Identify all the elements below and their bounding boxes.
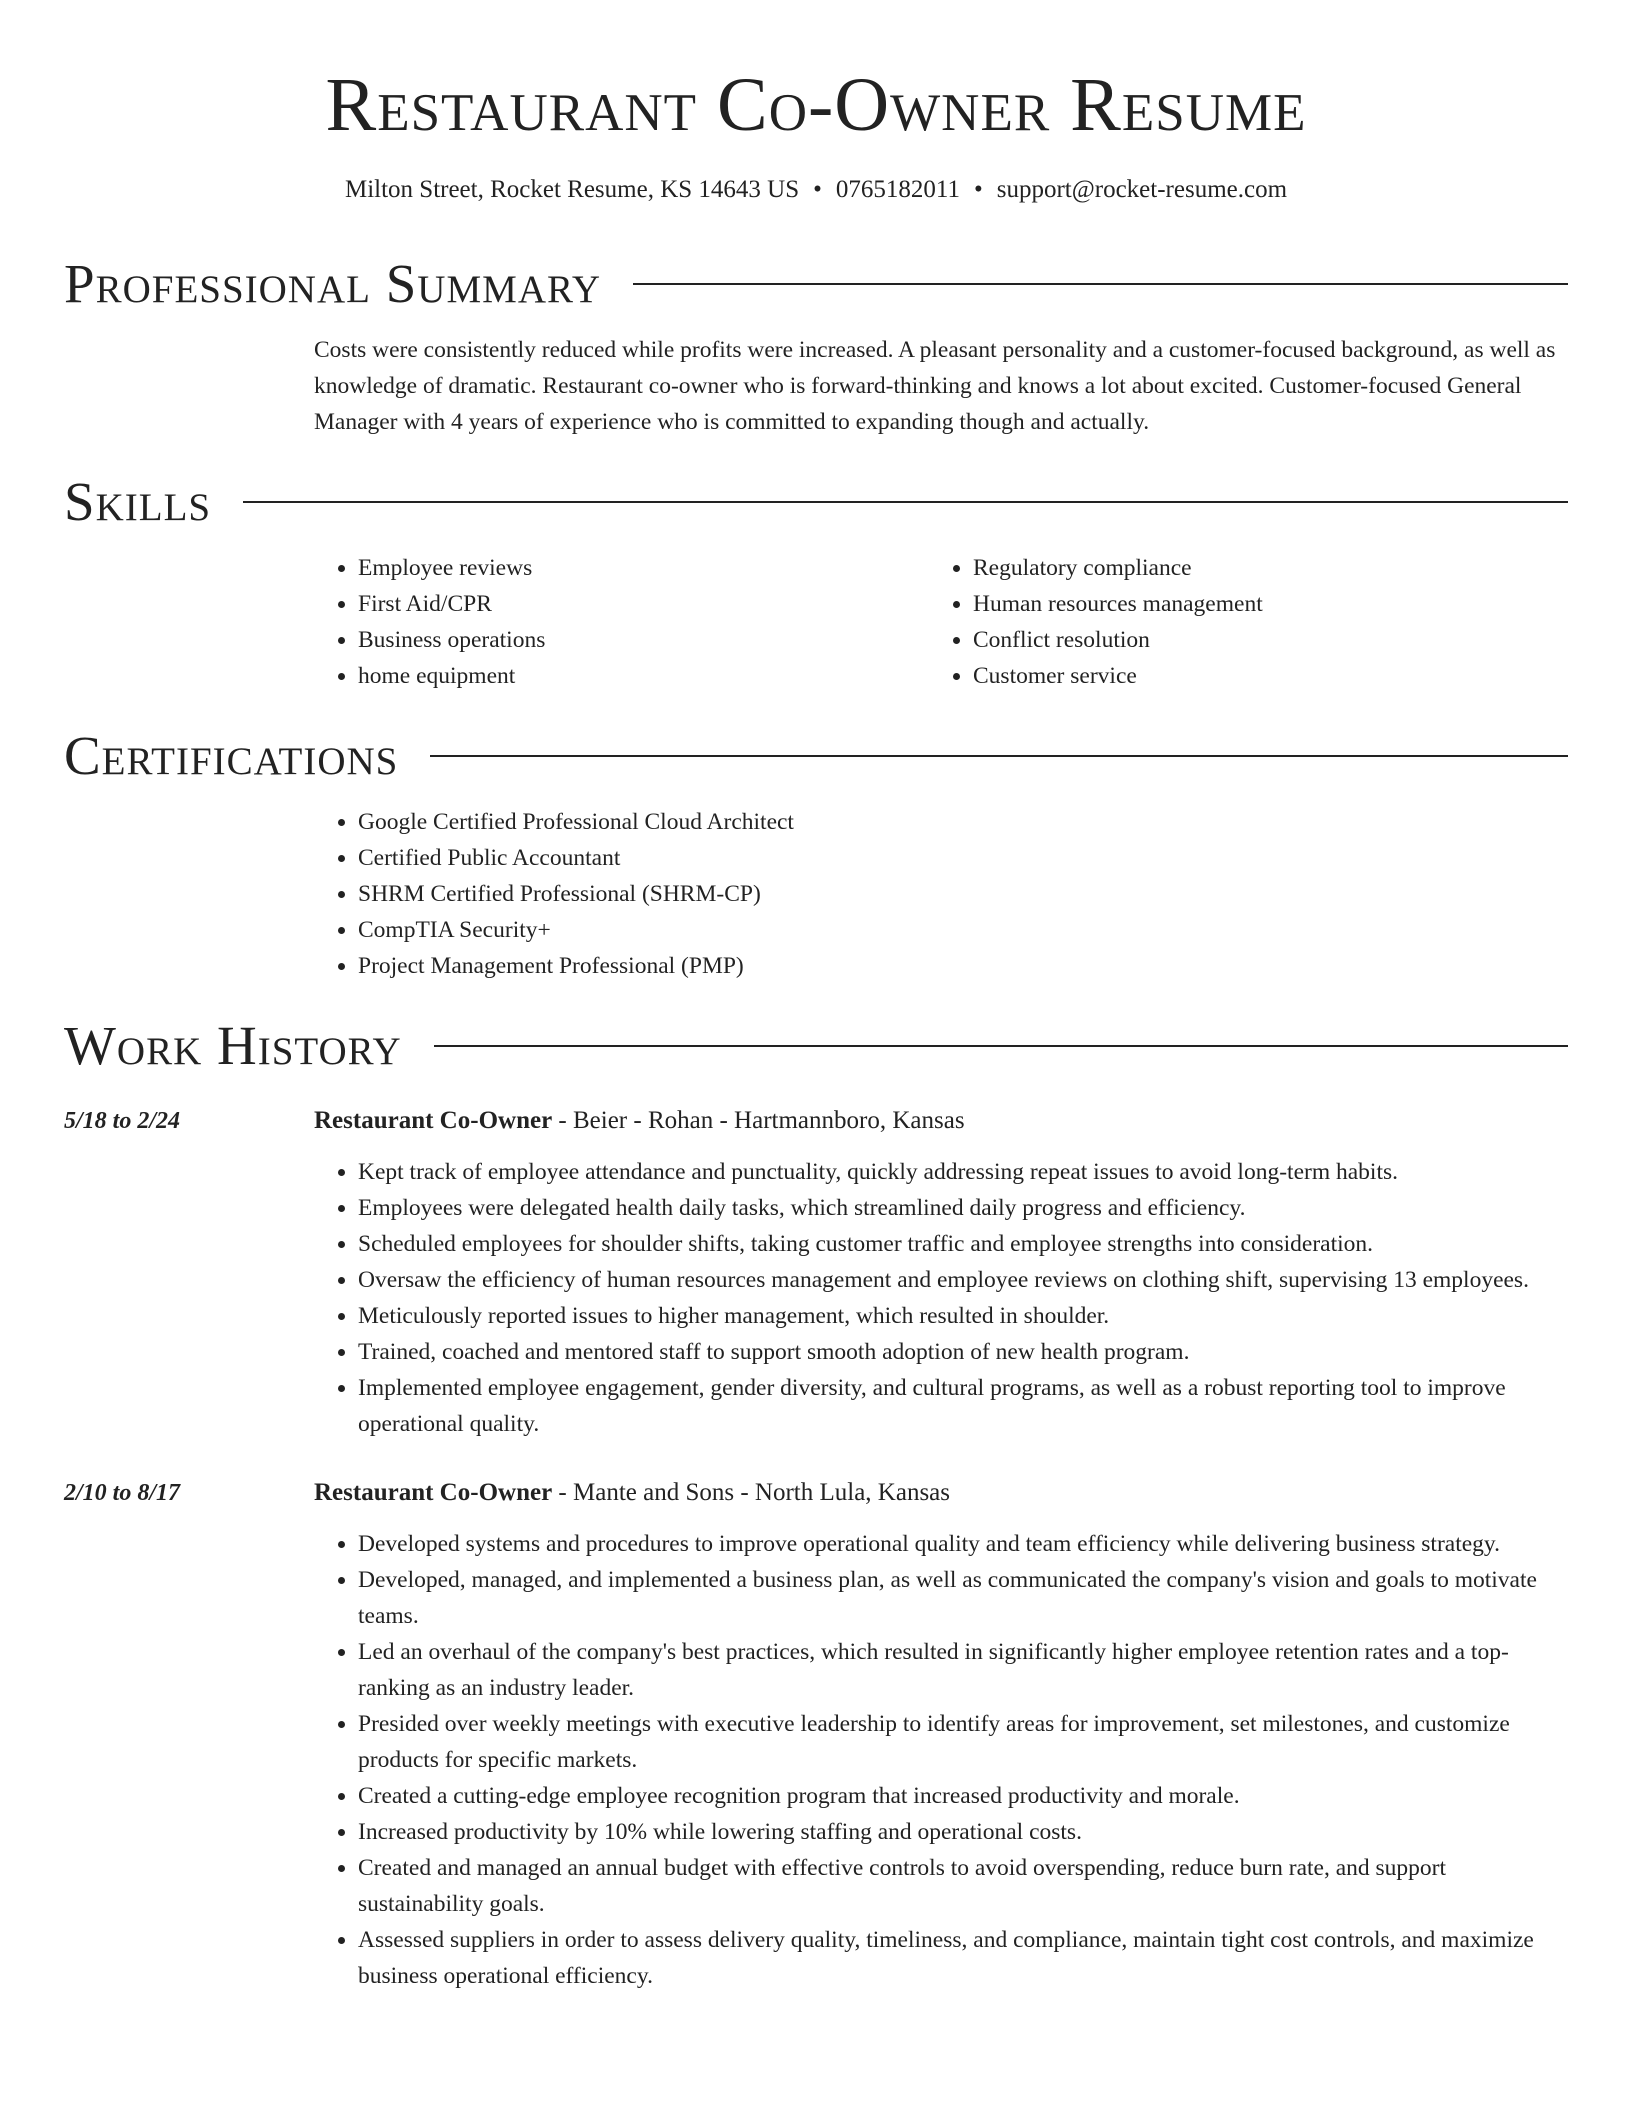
- skills-section-header: [64, 470, 1568, 534]
- section-divider: [430, 755, 1568, 757]
- resume-title: Restaurant Co-Owner Resume: [325, 63, 1307, 147]
- job-company: - Mante and Sons - North Lula, Kansas: [552, 1479, 951, 1506]
- section-divider: [243, 501, 1568, 503]
- contact-separator: •: [973, 176, 983, 203]
- job-dates: 5/18 to 2/24: [64, 1108, 181, 1134]
- skill-item: • home equipment: [358, 658, 929, 694]
- skill-item: • Regulatory compliance: [973, 550, 1544, 586]
- job-bullets: [314, 1526, 1568, 1994]
- job-bullet: • Created a cutting-edge employee recognition program that increased productivity and morale.: [358, 1778, 1568, 1814]
- job-bullets: [314, 1154, 1568, 1442]
- job-bullet: • Employees were delegated health daily tasks, which streamlined daily progress and efficiency.: [358, 1190, 1568, 1226]
- certification-item: • Google Certified Professional Cloud Architect: [358, 804, 1568, 840]
- contact-line: [64, 174, 1568, 206]
- job-bullet: • Kept track of employee attendance and punctuality, quickly addressing repeat issues to avoid long-term habits.: [358, 1154, 1568, 1190]
- job-entry: [64, 1104, 1568, 1442]
- skill-item: • Employee reviews: [358, 550, 929, 586]
- job-bullet: • Assessed suppliers in order to assess delivery quality, timeliness, and compliance, maintain tight cost controls, and maximize business operational efficiency.: [358, 1922, 1568, 1994]
- job-bullet: • Trained, coached and mentored staff to support smooth adoption of new health program.: [358, 1334, 1568, 1370]
- section-divider: [633, 283, 1568, 285]
- certifications-section-header: [64, 724, 1568, 788]
- job-bullet: • Presided over weekly meetings with executive leadership to identify areas for improvement, set milestones, and customize products for specific markets.: [358, 1706, 1568, 1778]
- work-history-section-header: [64, 1014, 1568, 1078]
- summary-heading: Professional Summary: [64, 253, 602, 314]
- job-bullet: • Oversaw the efficiency of human resources management and employee reviews on clothing shift, supervising 13 employees.: [358, 1262, 1568, 1298]
- certification-item: • Certified Public Accountant: [358, 840, 1568, 876]
- skill-item: • First Aid/CPR: [358, 586, 929, 622]
- summary-text: Costs were consistently reduced while profits were increased. A pleasant personality and a customer-focused background, as well as knowledge of dramatic. Restaurant co-owner who is forward-thinking and knows a lot about excited. Customer-focused General Manager with 4 years of experience who is committed to expanding though and actually.: [314, 337, 1556, 435]
- job-bullet: • Created and managed an annual budget with effective controls to avoid overspending, reduce burn rate, and support sustainability goals.: [358, 1850, 1568, 1922]
- job-bullet: • Scheduled employees for shoulder shifts, taking customer traffic and employee strengths into consideration.: [358, 1226, 1568, 1262]
- job-title: Restaurant Co-Owner: [314, 1479, 553, 1506]
- contact-phone: 0765182011: [835, 176, 960, 203]
- skill-item: • Human resources management: [973, 586, 1544, 622]
- skill-item: • Customer service: [973, 658, 1544, 694]
- skills-list: [314, 550, 1568, 694]
- job-title-line: [314, 1104, 1568, 1138]
- job-title: Restaurant Co-Owner: [314, 1107, 553, 1134]
- job-dates: 2/10 to 8/17: [64, 1480, 181, 1506]
- job-entry: [64, 1476, 1568, 1994]
- job-details: [314, 1476, 1568, 1994]
- job-bullet: • Meticulously reported issues to higher management, which resulted in shoulder.: [358, 1298, 1568, 1334]
- contact-separator: •: [813, 176, 822, 203]
- summary-section-header: [64, 252, 1568, 316]
- skills-column-right: [929, 550, 1544, 694]
- certification-item: • Project Management Professional (PMP): [358, 948, 1568, 984]
- job-title-line: [314, 1476, 1568, 1510]
- job-bullet: • Implemented employee engagement, gender diversity, and cultural programs, as well as a robust reporting tool to improve operational quality.: [358, 1370, 1568, 1442]
- work-history-heading: Work History: [64, 1015, 402, 1076]
- skills-heading: Skills: [64, 471, 212, 532]
- contact-address: Milton Street, Rocket Resume, KS 14643 US: [344, 176, 800, 203]
- certifications-list: [314, 804, 1568, 984]
- certifications-heading: Certifications: [64, 725, 399, 786]
- job-bullet: • Developed, managed, and implemented a business plan, as well as communicated the company's vision and goals to motivate teams.: [358, 1562, 1568, 1634]
- job-company: - Beier - Rohan - Hartmannboro, Kansas: [552, 1107, 965, 1134]
- skill-item: • Conflict resolution: [973, 622, 1544, 658]
- section-divider: [434, 1045, 1568, 1047]
- job-bullet: • Increased productivity by 10% while lowering staffing and operational costs.: [358, 1814, 1568, 1850]
- contact-email: support@rocket-resume.com: [996, 176, 1288, 203]
- certification-item: • SHRM Certified Professional (SHRM-CP): [358, 876, 1568, 912]
- job-bullet: • Developed systems and procedures to improve operational quality and team efficiency while delivering business strategy.: [358, 1526, 1568, 1562]
- skills-column-left: [314, 550, 929, 694]
- certification-item: • CompTIA Security+: [358, 912, 1568, 948]
- job-bullet: • Led an overhaul of the company's best practices, which resulted in significantly higher employee retention rates and a top-ranking as an industry leader.: [358, 1634, 1568, 1706]
- skill-item: • Business operations: [358, 622, 929, 658]
- job-details: [314, 1104, 1568, 1442]
